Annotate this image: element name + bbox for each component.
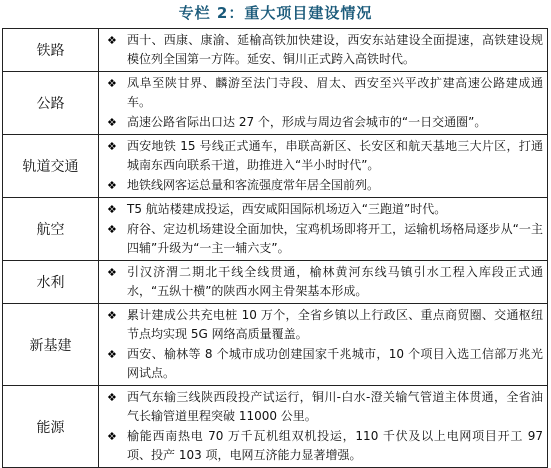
item-text: 引汉济渭二期北干线全线贯通，榆林黄河东线马镇引水工程入库段正式通水，“五纵十横”的陕西水网主骨架基本形成。 xyxy=(127,265,543,298)
table-row xyxy=(3,386,548,468)
content-cell xyxy=(99,304,548,386)
list-item xyxy=(107,306,543,344)
item-text: 府谷、定边机场建设全面加快，宝鸡机场即将开工，运输机场格局逐步从“一主四辅”升级为“一主一辅六支”。 xyxy=(127,222,543,255)
item-text: 西安地铁 15 号线正式通车，串联高新区、长安区和航天基地三大片区，打通城南东西向联系干道，助推进入“半小时时代”。 xyxy=(127,139,543,172)
item-text: 凤阜至陕甘界、麟游至法门寺段、眉太、西安至兴平改扩建高速公路建成通车。 xyxy=(127,76,543,109)
list-item xyxy=(107,137,543,175)
list-item xyxy=(107,74,543,112)
category-cell: 公路 xyxy=(3,72,99,135)
diamond-bullet-icon: ❖ xyxy=(107,203,117,216)
item-text: 西十、西康、康渝、延榆高铁加快建设，西安东站建设全面提速，高铁建设规模位列全国第一方阵。延安、铜川正式跨入高铁时代。 xyxy=(127,33,543,66)
projects-table xyxy=(2,28,548,468)
list-item xyxy=(107,388,543,426)
diamond-bullet-icon: ❖ xyxy=(107,430,117,443)
item-text: 地铁线网客运总量和客流强度常年居全国前列。 xyxy=(127,178,380,192)
diamond-bullet-icon: ❖ xyxy=(107,116,117,129)
diamond-bullet-icon: ❖ xyxy=(107,140,117,153)
table-row xyxy=(3,304,548,386)
item-text: T5 航站楼建成投运，西安咸阳国际机场迈入“三跑道”时代。 xyxy=(127,202,447,216)
content-cell xyxy=(99,386,548,468)
content-cell xyxy=(99,72,548,135)
diamond-bullet-icon: ❖ xyxy=(107,391,117,404)
diamond-bullet-icon: ❖ xyxy=(107,266,117,279)
table-row xyxy=(3,29,548,72)
category-cell: 水利 xyxy=(3,261,99,304)
item-text: 高速公路省际出口达 27 个，形成与周边省会城市的“一日交通圈”。 xyxy=(127,115,487,129)
diamond-bullet-icon: ❖ xyxy=(107,77,117,90)
list-item xyxy=(107,113,543,132)
category-cell: 能源 xyxy=(3,386,99,468)
item-text: 西气东输三线陕西段投产试运行，铜川-白水-澄关输气管道主体贯通，全省油气长输管道里程突破 11000 公里。 xyxy=(127,390,543,423)
list-item xyxy=(107,200,543,219)
category-cell: 航空 xyxy=(3,198,99,261)
content-cell xyxy=(99,29,548,72)
list-item xyxy=(107,220,543,258)
list-item xyxy=(107,263,543,301)
table-row xyxy=(3,261,548,304)
item-text: 榆能西南热电 70 万千瓦机组双机投运，110 千伏及以上电网项目开工 97 项、投产 103 项，电网互济能力显著增强。 xyxy=(127,429,543,462)
list-item xyxy=(107,427,543,465)
category-cell: 轨道交通 xyxy=(3,135,99,198)
category-cell: 新基建 xyxy=(3,304,99,386)
diamond-bullet-icon: ❖ xyxy=(107,309,117,322)
item-text: 累计建成公共充电桩 10 万个，全省乡镇以上行政区、重点商贸圈、交通枢纽节点均实现 5G 网络高质量覆盖。 xyxy=(127,308,543,341)
table-row xyxy=(3,72,548,135)
diamond-bullet-icon: ❖ xyxy=(107,223,117,236)
diamond-bullet-icon: ❖ xyxy=(107,34,117,47)
diamond-bullet-icon: ❖ xyxy=(107,179,117,192)
content-cell xyxy=(99,261,548,304)
list-item xyxy=(107,31,543,69)
table-row xyxy=(3,198,548,261)
category-cell: 铁路 xyxy=(3,29,99,72)
list-item xyxy=(107,176,543,195)
content-cell xyxy=(99,135,548,198)
item-text: 西安、榆林等 8 个城市成功创建国家千兆城市，10 个项目入选工信部万兆光网试点。 xyxy=(127,347,543,380)
page-title: 专栏 2：重大项目建设情况 xyxy=(178,4,373,22)
content-cell xyxy=(99,198,548,261)
list-item xyxy=(107,345,543,383)
table-row xyxy=(3,135,548,198)
projects-table-body xyxy=(3,29,548,468)
diamond-bullet-icon: ❖ xyxy=(107,348,117,361)
